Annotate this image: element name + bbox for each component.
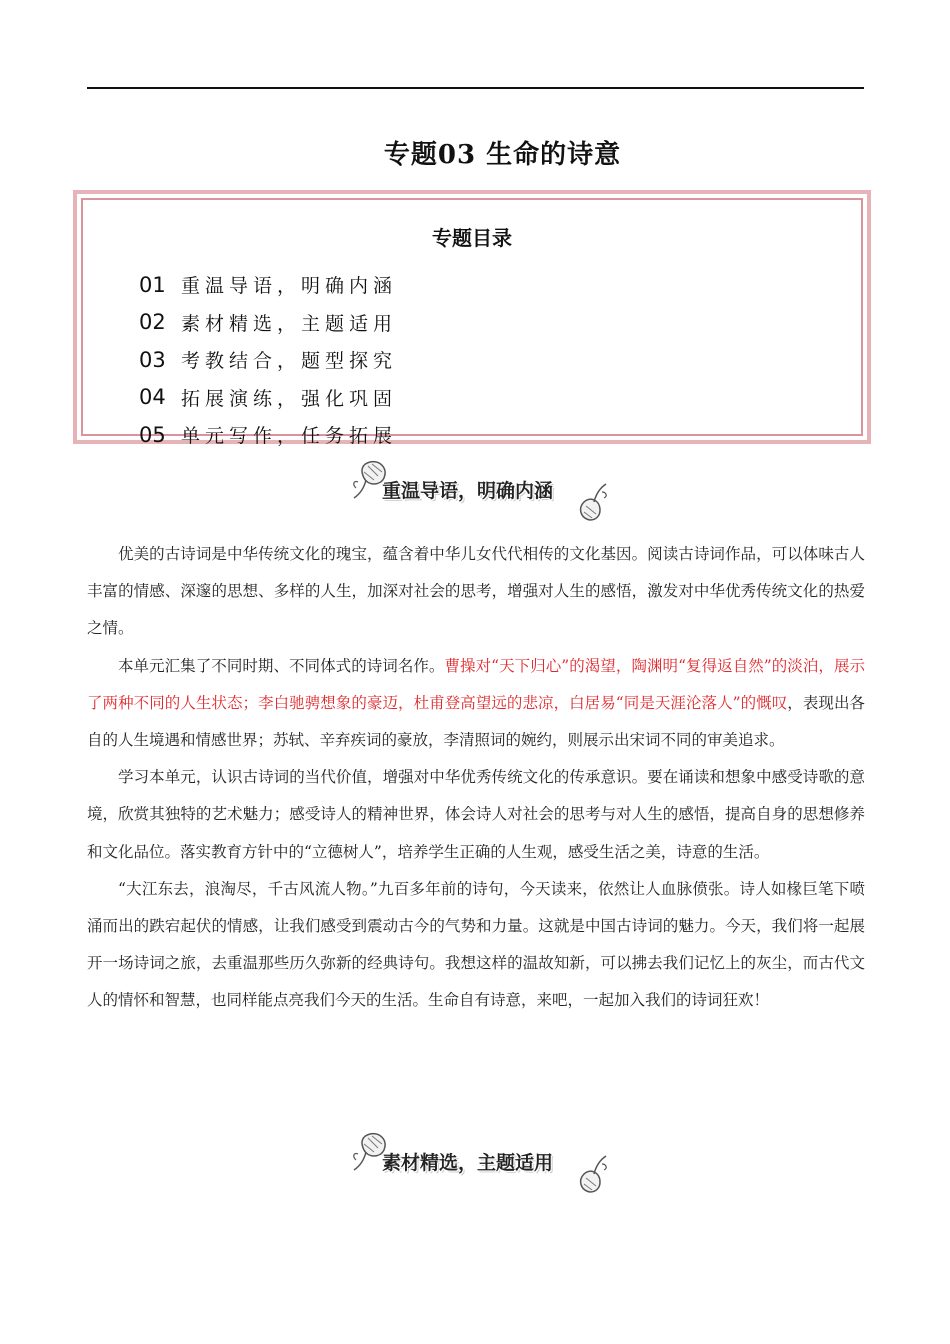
banner-title: 重温导语，明确内涵 — [382, 480, 554, 502]
toc-item-number: 05 — [139, 422, 166, 447]
section-banner-materials — [350, 1130, 610, 1194]
highlighted-text: 曹操对“天下归心”的渴望，陶渊明“复得返自然”的淡泊，展示了两种不同的人生状态；李白驰骋想象的豪迈，杜甫登高望远的悲凉，白居易“同是天涯沦落人”的慨叹 — [87, 656, 865, 712]
toc-box — [73, 190, 871, 448]
toc-heading: 专题目录 — [432, 226, 512, 250]
toc-item-number: 02 — [139, 310, 166, 335]
leaf-icon — [576, 482, 610, 522]
toc-item-text: 素材精选，主题适用 — [181, 312, 398, 335]
toc-inner-border — [81, 198, 863, 448]
toc-item-text: 拓展演练，强化巩固 — [181, 387, 398, 410]
toc-item-number: 01 — [139, 272, 166, 297]
page-title: 专题03 生命的诗意 — [383, 140, 622, 170]
paragraph: 优美的古诗词是中华传统文化的瑰宝，蕴含着中华儿女代代相传的文化基因。阅读古诗词作品，可以体味古人丰富的情感、深邃的思想、多样的人生，加深对社会的思考，增强对人生的感悟，激发对中华优秀传统文化的热爱之情。 — [87, 545, 865, 638]
toc-item-number: 04 — [139, 385, 166, 410]
toc-item[interactable] — [139, 416, 397, 454]
toc-item-number: 03 — [139, 347, 166, 372]
toc-item-text: 重温导语，明确内涵 — [181, 275, 398, 298]
toc-item[interactable] — [139, 304, 397, 342]
toc-item[interactable] — [139, 341, 397, 379]
leaf-icon — [576, 1154, 610, 1194]
header-rule — [87, 87, 864, 89]
toc-item[interactable] — [139, 266, 397, 304]
paragraph — [87, 648, 865, 760]
toc-item-text: 考教结合，题型探究 — [181, 350, 398, 373]
paragraph: 学习本单元，认识古诗词的当代价值，增强对中华优秀传统文化的传承意识。要在诵读和想象中感受诗歌的意境，欣赏其独特的艺术魅力；感受诗人的精神世界，体会诗人对社会的思考与对人生的感悟，提高自身的思想修养和文化品位。落实教育方针中的“立德树人”，培养学生正确的人生观，感受生活之美，诗意的生活。 — [87, 768, 865, 861]
banner-title: 素材精选，主题适用 — [382, 1152, 554, 1174]
toc-list — [139, 266, 397, 454]
toc-item-text: 单元写作，任务拓展 — [181, 425, 398, 448]
paragraph: “大江东去，浪淘尽，千古风流人物。”九百多年前的诗句，今天读来，依然让人血脉偾张。诗人如椽巨笔下喷涌而出的跌宕起伏的情感，让我们感受到震动古今的气势和力量。这就是中国古诗词的魅力。今天，我们将一起展开一场诗词之旅，去重温那些历久弥新的经典诗句。我想这样的温故知新，可以拂去我们记忆上的灰尘，而古代文人的情怀和智慧，也同样能点亮我们今天的生活。生命自有诗意，来吧，一起加入我们的诗词狂欢！ — [87, 879, 865, 1010]
text-run: ，表现出各自的人生境遇和情感世界；苏轼、辛弃疾词的豪放，李清照词的婉约，则展示出宋词不同的审美追求。 — [87, 693, 865, 750]
section-banner-intro — [350, 458, 610, 522]
text-run: 本单元汇集了不同时期、不同体式的诗词名作。 — [118, 656, 445, 675]
intro-body — [87, 536, 865, 1020]
toc-item[interactable] — [139, 379, 397, 417]
